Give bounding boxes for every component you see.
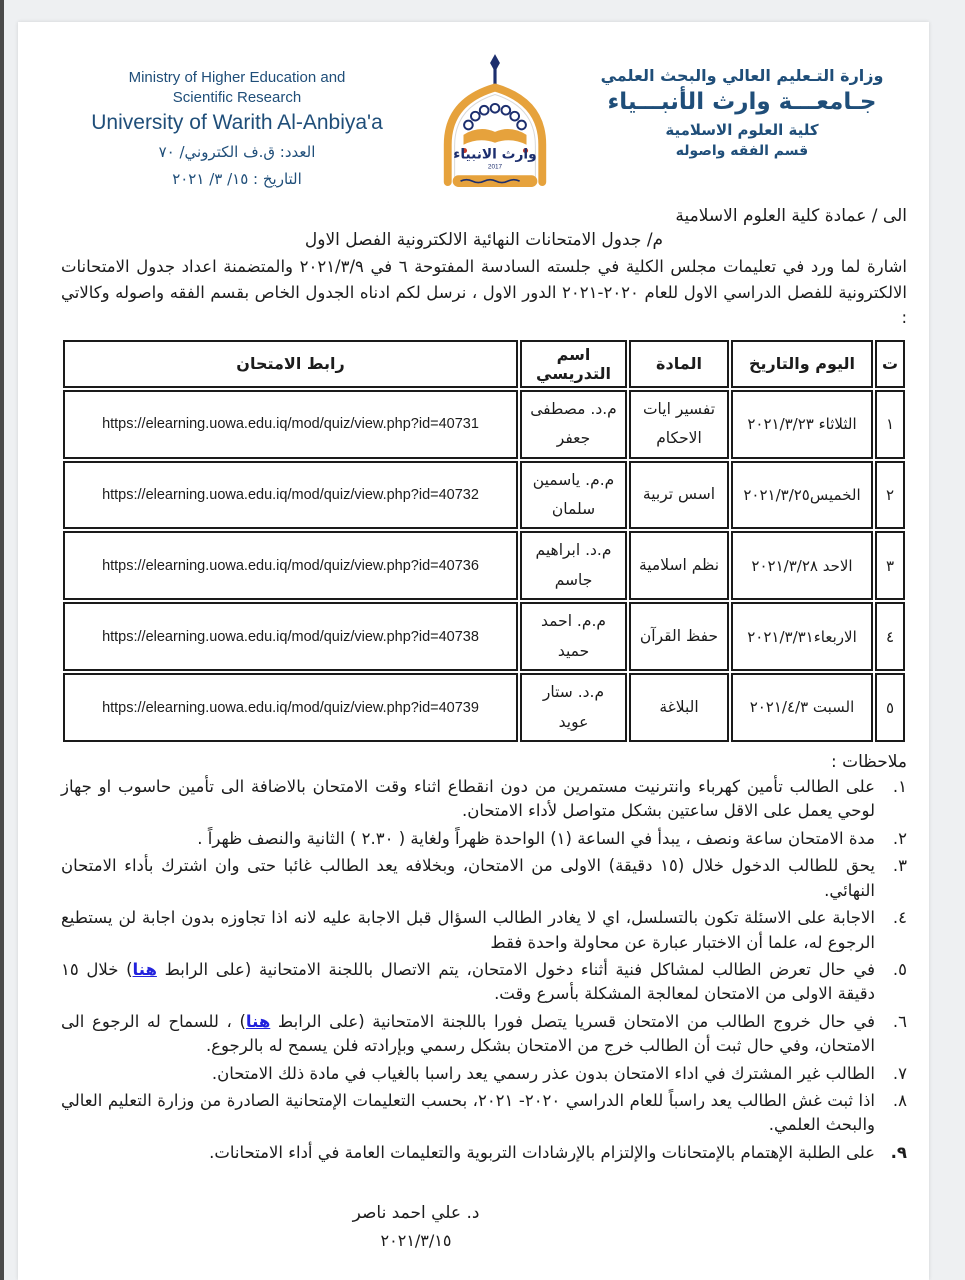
university-name-ar: جـامعـــة وارث الأنبـــياء: [607, 89, 877, 115]
row-day-date: الاربعاء٢٠٢١/٣/٣١: [731, 602, 873, 671]
note-text: الاجابة على الاسئلة تكون بالتسلسل، اي لا يغادر الطالب السؤال قبل الاجابة عليه لانه اذا تجاوزه بدون اجابة لن يستطيع الرجوع له، علما أن الاختبار عبارة عن محاولة واحدة فقط: [61, 908, 875, 952]
subject-line: م/ جدول الامتحانات النهائية الالكترونية الفصل الاول: [304, 230, 664, 250]
letter-body: [61, 206, 907, 331]
row-teacher: م.د. مصطفى جعفر: [520, 390, 627, 459]
letterhead-left-block: [61, 68, 413, 191]
document-number-line: العدد: ق.ف الكتروني/ ٧٠: [158, 143, 316, 162]
addressee-line: الى / عمادة كلية العلوم الاسلامية: [675, 206, 907, 226]
row-number: ٢: [875, 461, 905, 530]
note-text: على الطالب تأمين كهرباء وانترنيت مستمرين من دون انقطاع اثناء وقت الامتحان بالاضافة الى تأمين حاسوب او جهاز لوحي يعمل على الاقل ساعتين بشكل متواصل لأداء الامتحان.: [61, 777, 875, 821]
note-text-post: ) ، للسماح له الرجوع الى الامتحان، وفي حال ثبت أن الطالب خرج من الامتحان بشكل رسمي وبإرادته فلن يسمح له بالرجوع.: [61, 1011, 875, 1056]
row-day-date: الخميس٢٠٢١/٣/٢٥: [731, 461, 873, 530]
note-text: الطالب غير المشترك في اداء الامتحان بدون عذر رسمي يعد راسبا بالغياب في مادة ذلك الامتحان.: [211, 1063, 875, 1083]
ministry-name-en-line1: Ministry of Higher Education and: [128, 69, 346, 86]
note-number: ٢.: [892, 828, 907, 848]
note-text: اذا ثبت غش الطالب يعد راسباً للعام الدراسي ٢٠٢٠- ٢٠٢١، بحسب التعليمات الإمتحانية الصادرة من وزارة التعليم العالي والبحث العلمي.: [61, 1090, 875, 1135]
here-link[interactable]: هنا: [245, 1011, 271, 1031]
header-cell-day-date: اليوم والتاريخ: [731, 340, 873, 388]
row-exam-url: https://elearning.uowa.edu.iq/mod/quiz/view.php?id=40739: [63, 673, 518, 742]
logo-year-text: 2017: [487, 163, 503, 171]
row-subject: حفظ القرآن: [629, 602, 729, 671]
signature-date: ٢٠٢١/٣/١٥: [380, 1231, 452, 1251]
row-teacher: م.د. ستار عويد: [520, 673, 627, 742]
note-text: يحق للطالب الدخول خلال (١٥ دقيقة) الاولى من الامتحان، وبخلافه يعد الطالب غائبا حتى وان اشترك بأداء الامتحان النهائي.: [61, 856, 875, 900]
row-subject: تفسير ايات الاحكام: [629, 390, 729, 459]
note-text-pre: في حال تعرض الطالب لمشاكل فنية أثناء دخول الامتحان، يتم الاتصال باللجنة الامتحانية (على الرابط: [156, 959, 875, 979]
note-text: على الطلبة الإهتمام بالإمتحانات والإلتزام بالإرشادات التربوية والتعليمات العامة في أداء الامتحانات.: [209, 1142, 875, 1162]
note-number: ٨.: [892, 1090, 907, 1110]
scan-edge-line: [0, 0, 4, 1280]
row-subject: اسس تربية: [629, 461, 729, 530]
note-text: [61, 1010, 875, 1059]
note-number: ٩.: [890, 1142, 907, 1162]
exam-schedule-table: [61, 338, 907, 744]
row-day-date: الاحد ٢٠٢١/٣/٢٨: [731, 531, 873, 600]
header-cell-teacher: اسم التدريسي: [520, 340, 627, 388]
notes-section: [61, 752, 907, 1165]
table-header-row: [63, 340, 905, 388]
notes-title: ملاحظات :: [830, 752, 907, 773]
row-day-date: السبت ٢٠٢١/٤/٣: [731, 673, 873, 742]
department-name-ar: قسم الفقه واصوله: [675, 143, 809, 159]
header-cell-subject: المادة: [629, 340, 729, 388]
note-text: [61, 958, 875, 1007]
ministry-name-ar: وزارة التـعليم العالي والبحث العلمي: [600, 66, 884, 85]
note-number: ٧.: [892, 1063, 907, 1083]
note-number: ٤.: [892, 908, 907, 928]
signer-name: د. علي احمد ناصر: [352, 1203, 480, 1224]
row-number: ٣: [875, 531, 905, 600]
note-item: [61, 1010, 907, 1059]
row-teacher: م.م. ياسمين سلمان: [520, 461, 627, 530]
note-text: مدة الامتحان ساعة ونصف ، يبدأ في الساعة (١) الواحدة ظهراً ولغاية ( ٢.٣٠ ) الثانية والنصف ظهراً .: [197, 828, 875, 848]
note-number: ٥.: [892, 959, 907, 979]
note-item: [61, 1089, 907, 1138]
note-item: [61, 906, 907, 955]
note-item: [61, 775, 907, 824]
document-date-line: التاريخ : ١٥/ ٣/ ٢٠٢١: [172, 170, 302, 189]
note-number: ٦.: [892, 1011, 907, 1031]
table-row: [63, 531, 905, 600]
note-item: [61, 1062, 907, 1086]
row-exam-url: https://elearning.uowa.edu.iq/mod/quiz/view.php?id=40731: [63, 390, 518, 459]
letterhead: [61, 52, 907, 196]
row-subject: نظم اسلامية: [629, 531, 729, 600]
row-exam-url: https://elearning.uowa.edu.iq/mod/quiz/view.php?id=40736: [63, 531, 518, 600]
ministry-name-en-line2: Scientific Research: [172, 88, 302, 106]
here-link[interactable]: هنا: [132, 959, 157, 979]
row-day-date: الثلاثاء ٢٠٢١/٣/٢٣: [731, 390, 873, 459]
note-text-pre: في حال خروج الطالب من الامتحان قسريا يتصل فورا باللجنة الامتحانية (على الرابط: [270, 1011, 876, 1031]
table-row: [63, 461, 905, 530]
university-logo-icon: [425, 54, 565, 196]
university-name-en: University of Warith Al-Anbiya'a: [91, 111, 383, 134]
row-number: ٥: [875, 673, 905, 742]
note-item: [61, 854, 907, 903]
row-subject: البلاغة: [629, 673, 729, 742]
letterhead-right-block: [577, 66, 907, 159]
table-row: [63, 602, 905, 671]
document-page: [18, 22, 929, 1280]
signature-block: [316, 1203, 516, 1250]
row-number: ٤: [875, 602, 905, 671]
row-number: ١: [875, 390, 905, 459]
college-name-ar: كلية العلوم الاسلامية: [665, 121, 819, 139]
note-text-post: ) خلال ١٥ دقيقة الاولى من الامتحان لمعالجة المشكلة بأسرع وقت.: [61, 959, 875, 1004]
row-teacher: م.د. ابراهيم جاسم: [520, 531, 627, 600]
row-exam-url: https://elearning.uowa.edu.iq/mod/quiz/view.php?id=40732: [63, 461, 518, 530]
table-row: [63, 390, 905, 459]
header-cell-exam-link: رابط الامتحان: [63, 340, 518, 388]
intro-paragraph: اشارة لما ورد في تعليمات مجلس الكلية في جلسته السادسة المفتوحة ٦ في ٢٠٢١/٣/٩ والمتضمنة اعداد جدول الامتحانات الالكترونية للفصل الدراسي الاول للعام ٢٠٢٠-٢٠٢١ الدور الاول ، نرسل لكم ادناه الجدول الخاص بقسم الفقه واصوله وكالاتي :: [61, 257, 908, 328]
note-number: ١.: [892, 777, 907, 797]
note-number: ٣.: [892, 856, 907, 876]
row-teacher: م.م. احمد حميد: [520, 602, 627, 671]
row-exam-url: https://elearning.uowa.edu.iq/mod/quiz/view.php?id=40738: [63, 602, 518, 671]
logo-name-text: وارث الانبياء: [453, 146, 537, 163]
header-cell-no: ت: [875, 340, 905, 388]
note-item: [61, 958, 907, 1007]
university-logo-emblem: [431, 54, 559, 196]
note-item: [61, 827, 907, 851]
note-item: [61, 1141, 907, 1165]
table-row: [63, 673, 905, 742]
